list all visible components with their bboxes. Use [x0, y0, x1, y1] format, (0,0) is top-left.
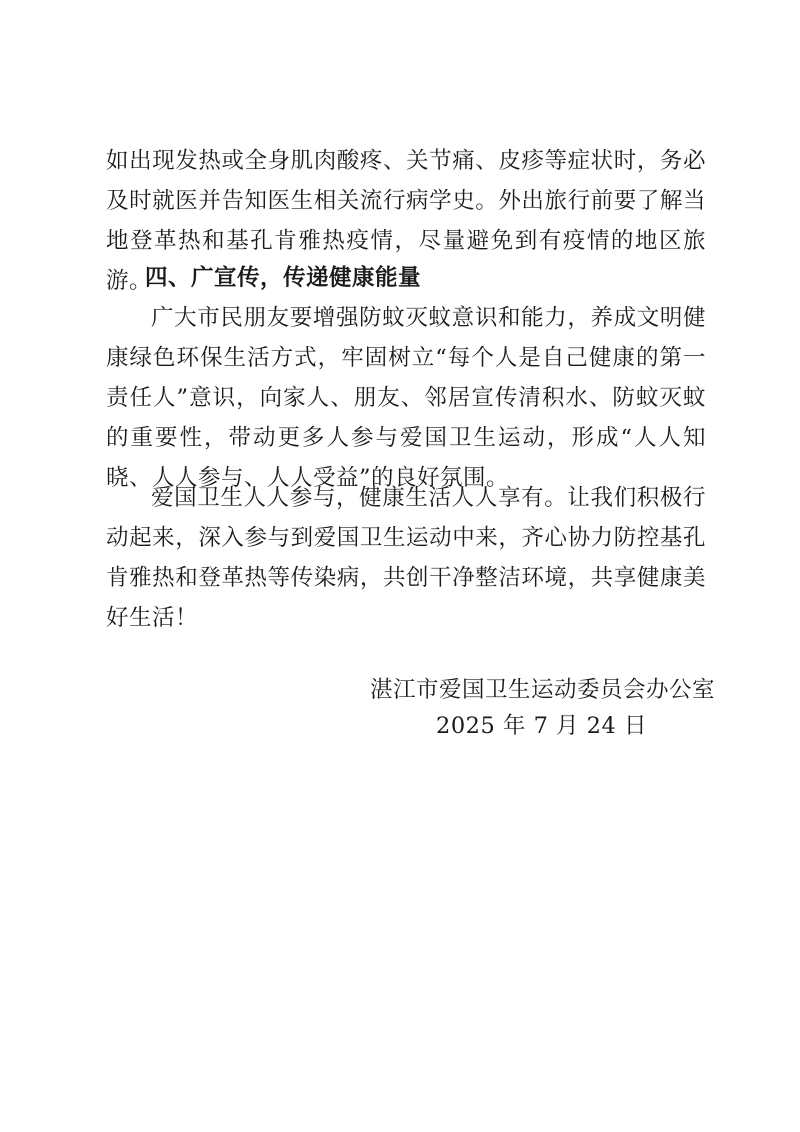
paragraph-intro-continuation: 如出现发热或全身肌肉酸疼、关节痛、皮疹等症状时，务必及时就医并告知医生相关流行病学史。外出旅行前要了解当地登革热和基孔肯雅热疫情，尽量避免到有疫情的地区旅游。	[106, 148, 706, 294]
signature-date: 2025 年 7 月 24 日	[436, 713, 647, 739]
signature-organization: 湛江市爱国卫生运动委员会办公室	[370, 677, 716, 703]
paragraph-section-4-body: 广大市民朋友要增强防蚊灭蚊意识和能力，养成文明健康绿色环保生活方式，牢固树立“每个人是自己健康的第一责任人”意识，向家人、朋友、邻居宣传清积水、防蚊灭蚊的重要性，带动更多人参与爱国卫生运动，形成“人人知晓、人人参与、人人受益”的良好氛围。	[106, 305, 706, 491]
section-4-heading: 四、广宣传，传递健康能量	[145, 265, 422, 291]
paragraph-closing: 爱国卫生人人参与，健康生活人人享有。让我们积极行动起来，深入参与到爱国卫生运动中来，齐心协力防控基孔肯雅热和登革热等传染病，共创干净整洁环境，共享健康美好生活！	[106, 485, 706, 631]
